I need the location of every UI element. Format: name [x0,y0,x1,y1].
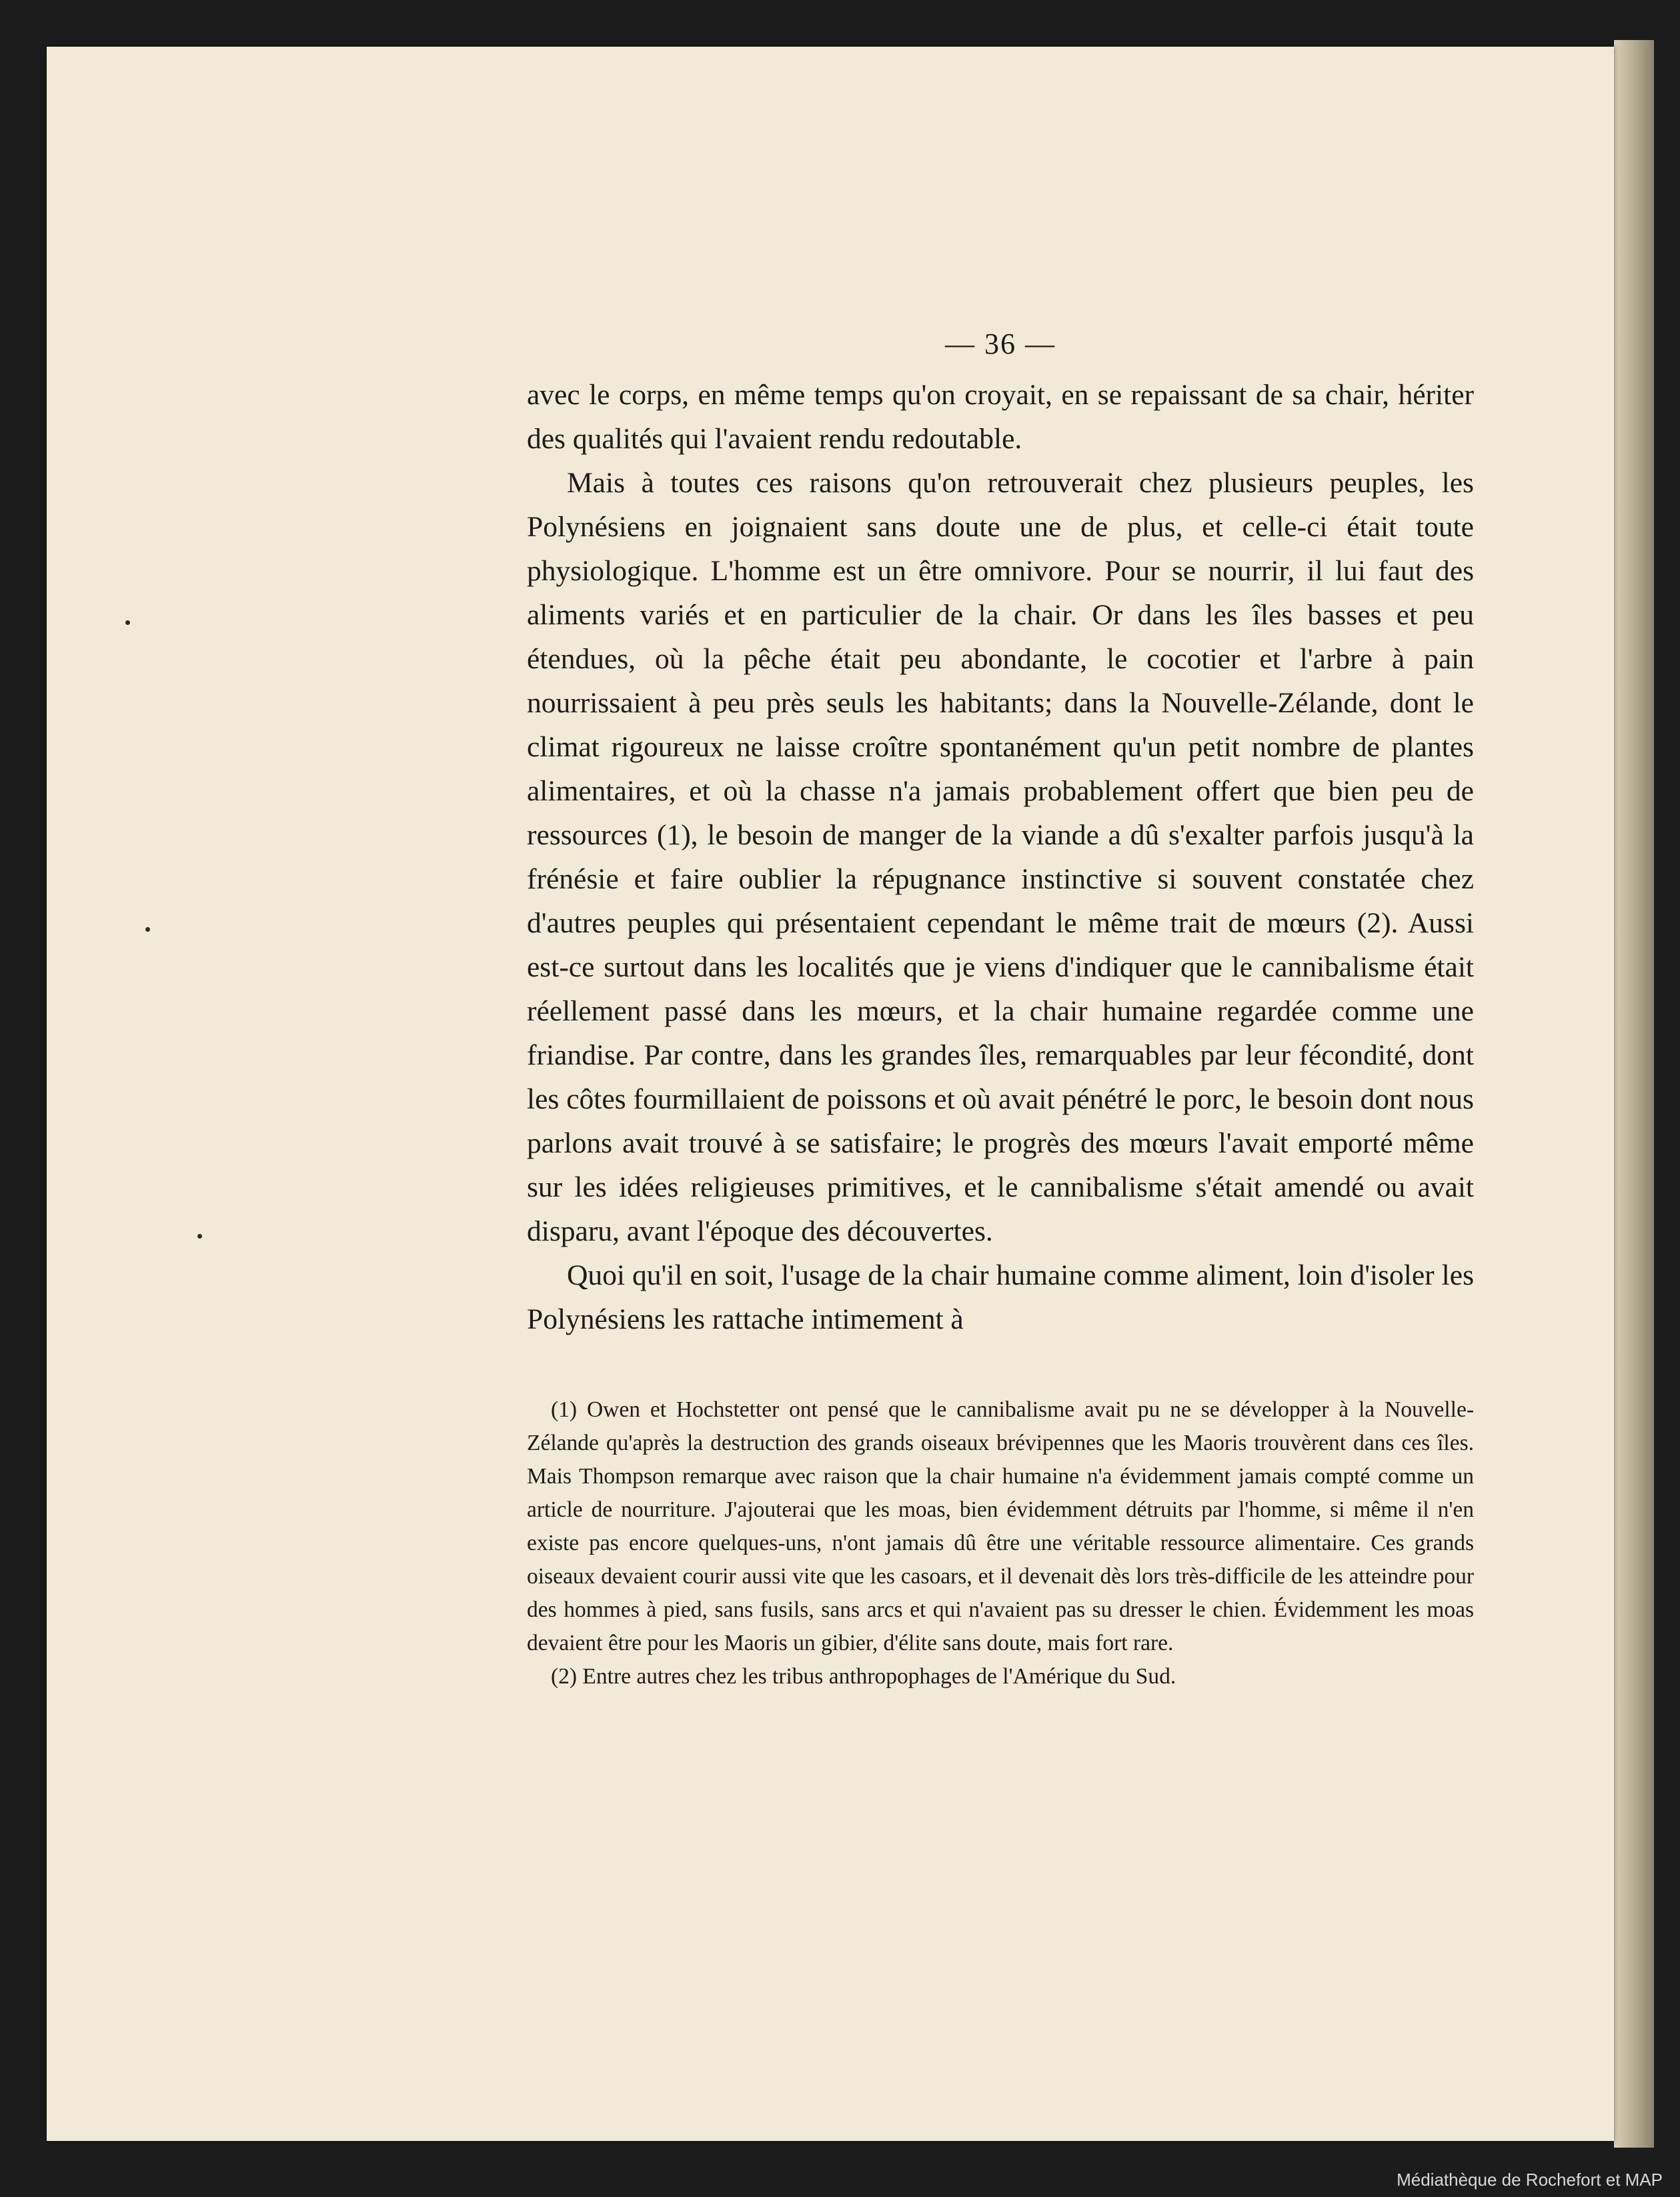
footnote: (2) Entre autres chez les tribus anthropophages de l'Amérique du Sud. [551,1664,1176,1689]
footnote: (1) Owen et Hochstetter ont pensé que le cannibalisme avait pu ne se développer à la Nouvelle-Zélande qu'après la destruction des grands oiseaux brévipennes que les Maoris trouvèrent dans ces îles. Mais Thompson remarque avec raison que la chair humaine n'a évidemment jamais compté comme un article de nourriture. J'ajouterai que les moas, bien évidemment détruits par l'homme, si même il n'en existe pas encore quelques-uns, n'ont jamais dû être une véritable ressource alimentaire. Ces grands oiseaux devaient courir aussi vite que les casoars, et il devenait dès lors très-difficile de les atteindre pour des hommes à pied, sans fusils, sans arcs et qui n'avaient pas su dresser le chien. Évidemment les moas devaient être pour les Maoris un gibier, d'élite sans doute, mais fort rare. [527,1397,1474,1655]
page-number: — 36 — [945,327,1056,360]
ink-speck [125,620,130,625]
scanned-page [47,47,1614,2141]
paragraph: avec le corps, en même temps qu'on croyait, en se repaissant de sa chair, hériter des qualités qui l'avaient rendu redoutable. [527,379,1474,455]
page-edge [1614,40,1654,2148]
ink-speck [197,1234,202,1239]
paragraph: Quoi qu'il en soit, l'usage de la chair humaine comme aliment, loin d'isoler les Polynésiens les rattache intimement à [527,1259,1474,1335]
paragraph: Mais à toutes ces raisons qu'on retrouverait chez plusieurs peuples, les Polynésiens en joignaient sans doute une de plus, et celle-ci était toute physiologique. L'homme est un être omnivore. Pour se nourrir, il lui faut des aliments variés et en particulier de la chair. Or dans les îles basses et peu étendues, où la pêche était peu abondante, le cocotier et l'arbre à pain nourrissaient à peu près seuls les habitants; dans la Nouvelle-Zélande, dont le climat rigoureux ne laisse croître spontanément qu'un petit nombre de plantes alimentaires, et où la chasse n'a jamais probablement offert que bien peu de ressources (1), le besoin de manger de la viande a dû s'exalter parfois jusqu'à la frénésie et faire oublier la répugnance instinctive si souvent constatée chez d'autres peuples qui présentaient cependant le même trait de mœurs (2). Aussi est-ce surtout dans les localités que je viens d'indiquer que le cannibalisme était réellement passé dans les mœurs, et la chair humaine regardée comme une friandise. Par contre, dans les grandes îles, remarquables par leur fécondité, dont les côtes fourmillaient de poissons et où avait pénétré le porc, le besoin dont nous parlons avait trouvé à se satisfaire; le progrès des mœurs l'avait emporté même sur les idées religieuses primitives, et le cannibalisme s'était amendé ou avait disparu, avant l'époque des découvertes. [527,467,1474,1247]
text-block [527,327,1474,1693]
body-text [527,373,1474,1341]
footnotes [527,1393,1474,1693]
ink-speck [145,927,150,932]
watermark: Médiathèque de Rochefort et MAP [1397,2170,1663,2190]
